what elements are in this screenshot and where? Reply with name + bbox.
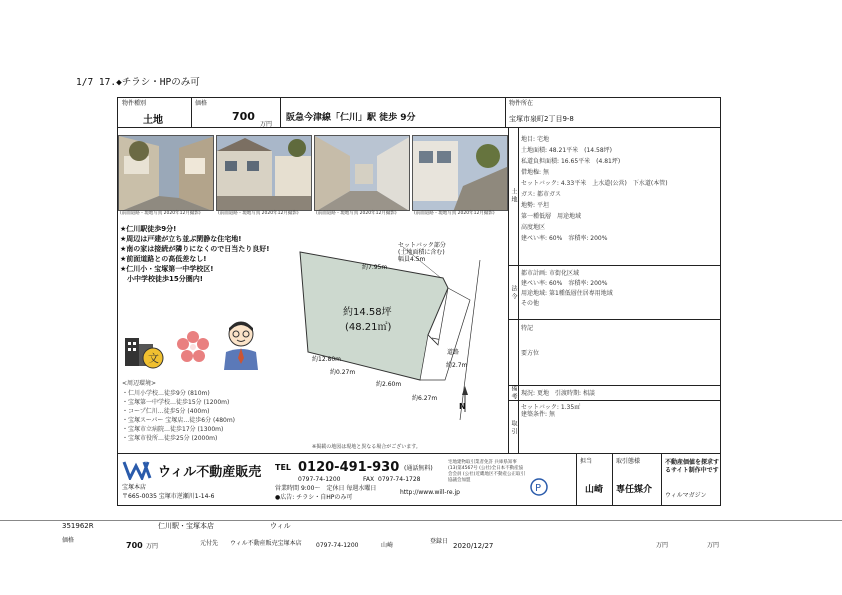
city-plan-value: 市街化区域 [548,270,579,277]
setback-value: 4.33平米 [560,180,587,187]
price-label: 価格 [195,100,208,107]
nearby-item: ・仁川小学校…徒歩9分 (810m) [122,390,210,397]
bcr-value-2: 60% [548,280,563,287]
svg-text:P: P [535,483,542,494]
nearby-item: ・宝塚市立病院…徒歩17分 (1300m) [122,426,224,433]
station-access: 阪急今津線「仁川」駅 徒歩 9分 [286,113,416,123]
price-value: 700 [232,110,255,123]
setback2-label: セットバック [521,404,557,411]
lot-diagram [280,240,510,425]
setback2-value: 1.35㎡ [560,404,581,411]
ledger-unit-2: 万円 [707,542,720,549]
site-photo-4 [412,135,508,211]
feature-list [120,224,269,284]
photo-caption-4: (前面道路・現地写真 2020年12月撮影) [414,211,495,216]
title-row [117,97,721,128]
feature-item: 小中学校徒歩15分圏内! [120,275,203,283]
ledger-area: 仁川駅・宝塚本店 [158,522,214,530]
dimension-bottom-2: 約0.27m [330,369,356,376]
staff-label: 担当 [580,458,593,465]
ledger-agent-label: 元付先 [200,540,219,547]
side-label-law: 法令 [510,285,517,301]
fax-number: 0797-74-1728 [378,476,421,483]
feature-item: ★仁川駅徒歩9分! [120,225,177,233]
private-road-area-label: 私道負担面積 [521,158,558,165]
hours [275,485,376,492]
nearby-item: ・宝塚スーパー 宝塚店…徒歩6分 (480m) [122,417,236,424]
leasehold-label: 借地権 [521,169,540,176]
gas-label: ガス [521,191,534,198]
far-value-2: 200% [590,280,608,287]
ledger-unit-1: 万円 [656,542,669,549]
ad-permission: ●広告: チラシ・自HPのみ可 [275,494,353,501]
transaction-type-value: 専任媒介 [616,485,653,495]
lot-area-main: 約14.58坪 [343,307,392,318]
nearby-item: ・宝塚第一中学校…徒歩15分 (1200m) [122,399,230,406]
dimension-bottom-1: 約12.80m [312,356,342,363]
bcr-label-2: 建ぺい率 [521,280,546,287]
ledger-price-label: 価格 [62,537,75,544]
price-unit: 万円 [260,121,273,128]
nearby-title: <周辺環境> [122,380,157,387]
remarks-label: 特記 [521,325,534,332]
tel-secondary: 0797-74-1200 [298,476,341,483]
tel-label: TEL [275,463,292,472]
ledger-company: ウィル [270,522,291,530]
feature-item: ★仁川小・宝塚第一中学校区! [120,265,214,273]
fax-label: FAX [363,476,375,483]
law-spec-block: 都市計画: 市街化区域 建ぺい率: 60% 容積率: 200% 用途地域: 第1種低層住居専用地域 その他 [521,270,613,307]
dimension-top: 約7.95m [362,264,388,271]
ad-label: ●広告 [275,494,293,501]
nearby-item: ・宝塚市役所…徒歩25分 (2000m) [122,435,218,442]
ledger-id: 351962R [62,522,94,530]
company-branch: 宝塚本店 [122,484,147,491]
use-zone-value: 第1種低層住居専用地域 [548,290,613,297]
company-address: 〒665-0035 宝塚市逆瀬川1-14-6 [122,493,215,500]
site-photo-1 [118,135,214,211]
ledger-date-value: 2020/12/27 [453,542,494,550]
road-label: 道路 [447,349,460,356]
photo-caption-1: (前面道路・現地写真 2020年12月撮影) [120,211,201,216]
delivery-label: 引渡時期 [554,390,579,397]
property-type-label: 物件種別 [122,100,147,107]
tel-note: (通話無料) [404,465,433,472]
company-logo [122,460,156,484]
association-mark-icon [530,478,548,500]
water-value: 上水道(公営) 下水道(本管) [592,180,668,187]
land-spec-block: 地目: 宅地 土地面積: 48.21平米 (14.58坪) 私道負担面積: 16.65平米 (4.81坪) 借地権: 無 セットバック: 4.33平米 上水道(公営) 下水道(本管) ガス: 都市ガス 地勢: 平坦 第一種低層 用途地域 高度地区 建ぺい率: 60% 容積率: 200% [521,136,668,242]
site-photo-2 [216,135,312,211]
setback-note [398,242,478,263]
land-category-label: 地目 [521,136,534,143]
terrain-label: 地勢 [521,202,534,209]
item-number: 17. [98,77,117,88]
private-road-area-value: 16.65平米 [560,158,591,165]
build-condition-value: 無 [548,411,555,418]
setback-note-text: セットバック部分 (土地面積に含む) 幅員4.5m [398,242,446,263]
side-label-transaction: 取引 [510,420,517,436]
remarks-value: 要方位 [521,350,540,357]
holiday: 定休日 毎週水曜日 [326,485,377,492]
nearby-section [122,380,235,442]
handover-value: 更地 [536,390,549,397]
other-label: その他 [521,300,540,307]
page-header [76,74,200,88]
tagline: 不動産価値を探求するサイト制作中です [665,459,720,474]
zone-3: 高度地区 [521,224,546,231]
gas-value: 都市ガス [536,191,561,198]
hours-value: 9:00～ [300,485,321,492]
svg-text:文: 文 [148,352,159,365]
photo-caption-2: (前面道路・現地写真 2020年12月撮影) [218,211,299,216]
staff-value: 山崎 [585,485,604,495]
feature-item: ★前面道路との高低差なし! [120,255,207,263]
tel-number[interactable]: 0120-491-930 [298,460,400,475]
bcr-label: 建ぺい率 [521,235,546,242]
handover-row: 現況: 更地 引渡時期: 相談 [521,390,595,397]
lot-area-sub: (48.21㎡) [345,322,392,333]
side-label-land: 土地 [510,188,517,204]
transaction-block: セットバック: 1.35㎡ 建築条件: 無 [521,404,581,418]
ledger-staff: 山崎 [381,542,394,549]
page-number: 1/7 [76,77,94,88]
tagline-sub: ウィルマガジン [665,492,707,499]
usage-note: ◆チラシ・HPのみ可 [116,77,200,88]
ad-value: チラシ・自HPのみ可 [296,494,353,501]
license-text: 宅地建物取引業者免許 兵庫県知事(13)第4567号 (公社)全日本不動産協会会員 (公社)近畿地区不動産公正取引協議会加盟 [448,460,525,483]
location-label: 物件所在 [509,100,534,107]
far-label-2: 容積率 [568,280,587,287]
nearby-item: ・コープ仁川…徒歩5分 (400m) [122,408,210,415]
setback-label: セットバック [521,180,557,187]
map-disclaimer: ※掲載の地図は現地と異なる場合がございます。 [312,444,421,450]
website-url[interactable]: http://www.will-re.jp [400,489,460,496]
leasehold-value: 無 [542,169,549,176]
north-arrow-label: N [459,402,466,411]
property-type-value: 土地 [143,115,163,126]
ledger-price-unit: 万円 [146,543,159,550]
ledger-tel: 0797-74-1200 [316,542,359,549]
land-category-value: 宅地 [536,136,549,143]
feature-item: ★南の家は接続が隣りになくので日当たり良好! [120,245,270,253]
feature-item: ★周辺は戸建が立ち並ぶ閑静な住宅地! [120,235,242,243]
zone-1: 第一種低層 [521,213,552,220]
location-value: 宝塚市泉町2丁目9-8 [509,115,574,123]
building-icon [123,330,165,374]
dimension-right: 約6.27m [412,395,438,402]
far-value: 200% [590,235,608,242]
site-photo-3 [314,135,410,211]
land-area-tsubo: 14.58坪 [586,147,610,154]
ledger-agent-value: ウィル不動産販売宝塚本店 [230,540,302,547]
zone-2: 用途地域 [557,213,582,220]
ledger-price-value: 700 [126,541,143,550]
use-zone-label: 用途地域 [521,290,546,297]
private-road-tsubo: 4.81坪 [598,158,618,165]
dimension-bottom-3: 約2.60m [376,381,402,388]
build-condition-label: 建築条件 [521,411,546,418]
agent-illustration [218,318,264,374]
far-label: 容積率 [568,235,587,242]
terrain-value: 平坦 [536,202,549,209]
side-label-remarks: 備考 [510,385,517,401]
hours-label: 営業時間 [275,485,300,492]
land-area-label: 土地面積 [521,147,546,154]
cherry-blossom-icon [176,330,210,368]
photo-caption-3: (前面道路・現地写真 2020年12月撮影) [316,211,397,216]
delivery-value: 相談 [582,390,595,397]
handover-label: 現況 [521,390,534,397]
city-plan-label: 都市計画 [521,270,546,277]
road-width: 約2.7m [446,362,468,369]
remarks-block [521,325,539,357]
ledger-date-label: 登録日 [430,538,449,545]
company-name: ウィル不動産販売 [158,465,262,480]
transaction-type-label: 取引態様 [616,458,641,465]
land-area-value: 48.21平米 [548,147,579,154]
bcr-value: 60% [548,235,563,242]
